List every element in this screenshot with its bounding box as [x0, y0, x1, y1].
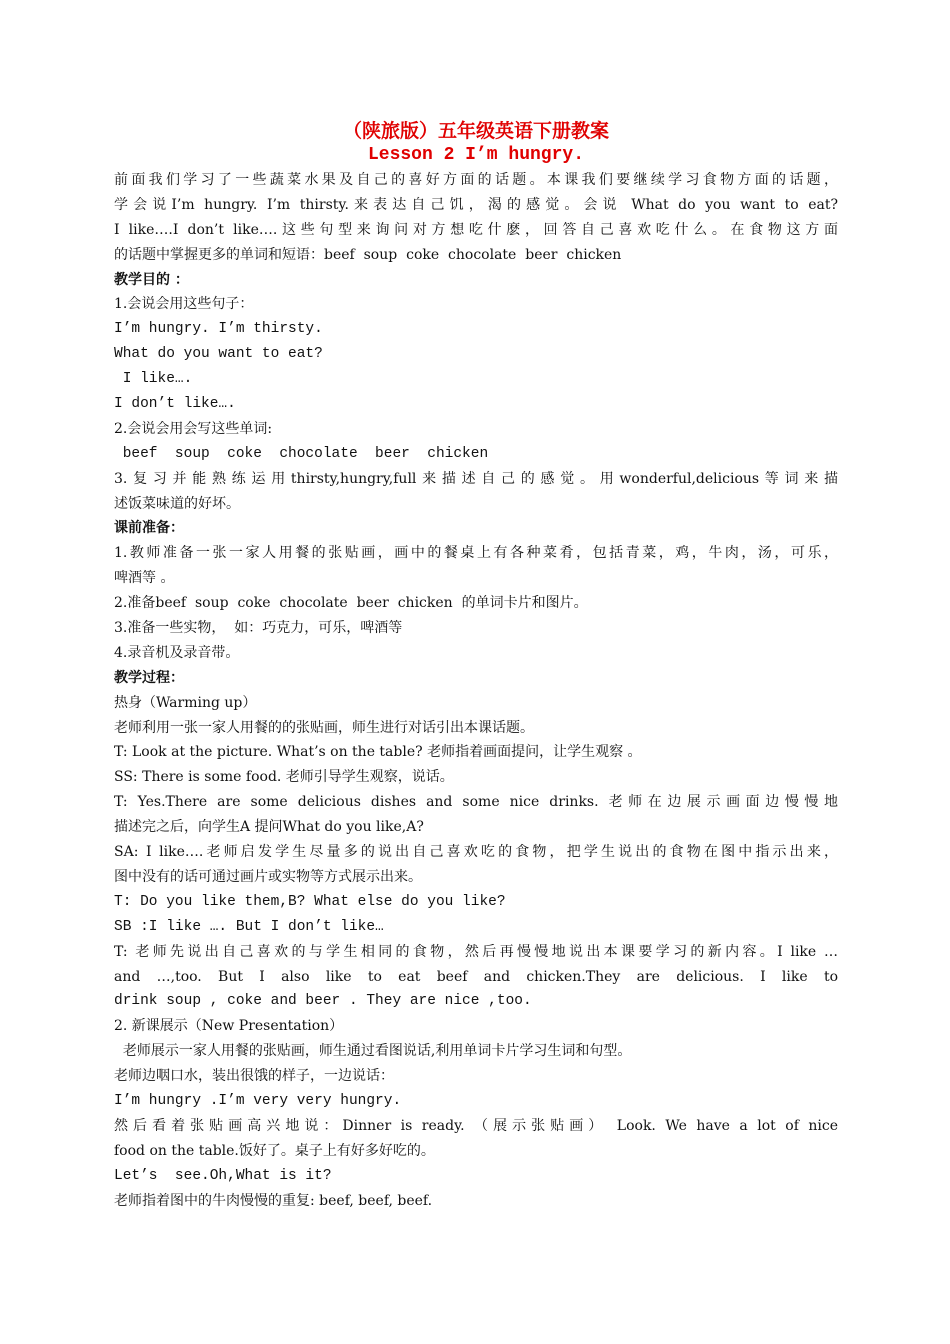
text-line: 4.录音机及录音带。: [114, 644, 240, 661]
section-heading: 教学过程：: [114, 669, 184, 686]
text-line: 3.复习并能熟练运用thirsty,hungry,full来描述自己的感觉。用wonderful,delicious等词来描: [114, 470, 838, 487]
document-body: [114, 168, 838, 1213]
section-heading: 教学目的 ：: [114, 271, 189, 288]
text-line: SB :I like …. But I don’t like…: [114, 918, 384, 935]
text-line: 学会说I’m hungry. I’m thirsty.来表达自己饥，渴的感觉。会说 What do you want to eat?: [114, 196, 838, 213]
text-line: 1.会说会用这些句子：: [114, 296, 254, 313]
text-line: 描述完之后，向学生A 提问What do you like,A?: [114, 819, 424, 836]
text-line: I like….: [114, 371, 193, 388]
text-line: 然后看着张贴画高兴地说：Dinner is ready. （展示张贴画） Look. We have a lot of nice: [114, 1117, 838, 1134]
text-line: T: Yes.There are some delicious dishes and some nice drinks. 老师在边展示画面边慢慢地: [114, 794, 838, 811]
text-line: 老师展示一家人用餐的张贴画，师生通过看图说话,利用单词卡片学习生词和句型。: [114, 1043, 632, 1060]
text-line: 老师指着图中的牛肉慢慢的重复: beef, beef, beef.: [114, 1192, 433, 1209]
text-line: 老师边咽口水，装出很饿的样子，一边说话：: [114, 1068, 394, 1085]
text-line: I don’t like….: [114, 396, 236, 413]
text-line: Let’s see.Oh,What is it?: [114, 1167, 332, 1184]
text-line: 1.教师准备一张一家人用餐的张贴画，画中的餐桌上有各种菜肴，包括青菜，鸡，牛肉，汤，可乐，: [114, 545, 838, 562]
text-line: food on the table.饭好了。桌子上有好多好吃的。: [114, 1142, 435, 1159]
text-line: 前面我们学习了一些蔬菜水果及自己的喜好方面的话题。本课我们要继续学习食物方面的话题，: [114, 172, 838, 188]
text-line: I’m hungry .I’m very very hungry.: [114, 1092, 402, 1109]
section-heading: 课前准备：: [114, 520, 184, 537]
text-line: T: Do you like them,B? What else do you like?: [114, 893, 506, 910]
text-line: 述饭菜味道的好坏。: [114, 495, 240, 512]
text-line: 2. 新课展示（New Presentation）: [114, 1018, 344, 1035]
text-line: SA: I like….老师启发学生尽量多的说出自己喜欢吃的食物，把学生说出的食物在图中指示出来，: [114, 844, 838, 861]
text-line: 3.准备一些实物， 如：巧克力，可乐，啤酒等: [114, 620, 403, 637]
text-line: T: Look at the picture. What’s on the table? 老师指着画面提问，让学生观察 。: [114, 744, 642, 761]
text-line: I like….I don’t like….这些句型来询问对方想吃什麽，回答自己喜欢吃什么。在食物这方面: [114, 221, 838, 238]
text-line: 2.准备beef soup coke chocolate beer chicken 的单词卡片和图片。: [114, 595, 588, 612]
text-line: 2.会说会用会写这些单词:: [114, 420, 273, 437]
text-line: 啤酒等 。: [114, 570, 175, 587]
document-page: [114, 118, 838, 1213]
text-line: 图中没有的话可通过画片或实物等方式展示出来。: [114, 868, 422, 885]
text-line: and …,too. But I also like to eat beef and chicken.They are delicious. I like to: [114, 968, 838, 985]
text-line: 老师利用一张一家人用餐的的张贴画，师生进行对话引出本课话题。: [114, 719, 534, 736]
text-line: What do you want to eat?: [114, 346, 323, 363]
text-line: drink soup , coke and beer . They are nice ,too.: [114, 993, 532, 1010]
text-line: T: 老师先说出自己喜欢的与学生相同的食物，然后再慢慢地说出本课要学习的新内容。I like …: [114, 943, 838, 960]
text-line: 的话题中掌握更多的单词和短语：beef soup coke chocolate beer chicken: [114, 246, 622, 263]
text-line: beef soup coke chocolate beer chicken: [114, 445, 489, 462]
text-line: I’m hungry. I’m thirsty.: [114, 321, 323, 338]
text-line: SS: There is some food. 老师引导学生观察，说话。: [114, 769, 454, 786]
lesson-title: Lesson 2 I’m hungry.: [367, 145, 585, 165]
text-line: 热身（Warming up）: [114, 694, 257, 711]
document-title: （陕旅版）五年级英语下册教案: [342, 120, 609, 142]
